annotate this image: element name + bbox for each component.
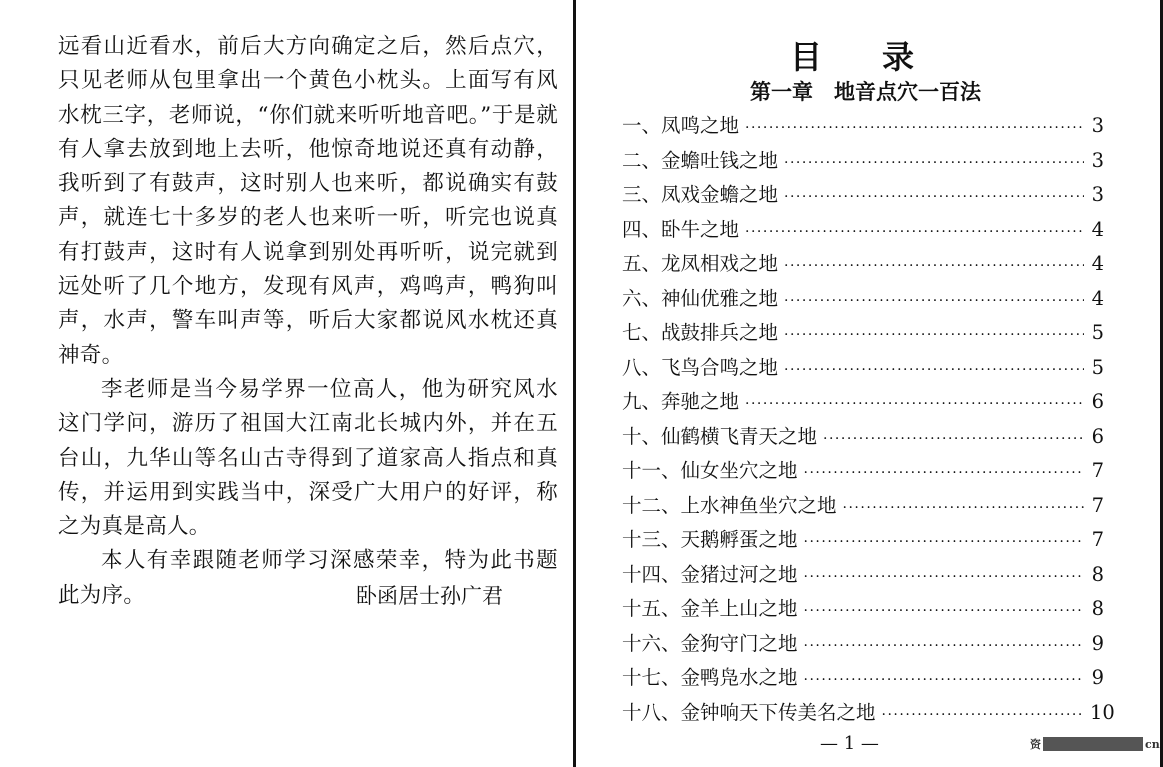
toc-entry-page: 3	[1091, 148, 1104, 172]
preface-page	[58, 30, 558, 613]
toc-leader-dots	[745, 224, 1084, 240]
toc-entry-label: 三、凤戏金蟾之地	[622, 183, 779, 206]
toc-entry-page: 10	[1090, 700, 1115, 724]
table-of-contents	[622, 110, 1115, 731]
toc-entry-page: 6	[1091, 424, 1104, 448]
toc-entry-label: 十五、金羊上山之地	[622, 597, 798, 620]
toc-leader-dots	[804, 569, 1084, 585]
toc-entry-page: 7	[1091, 528, 1104, 551]
preface-paragraph-3: 本人有幸跟随老师学习深感荣幸，特为此书题此为序。	[58, 548, 558, 608]
toc-leader-dots	[784, 362, 1084, 378]
toc-entry-label: 八、飞鸟合鸣之地	[622, 355, 779, 379]
toc-entry-page: 7	[1091, 459, 1104, 482]
toc-entry-page: 5	[1091, 355, 1104, 379]
toc-entry[interactable]	[622, 559, 1104, 594]
toc-entry[interactable]	[622, 317, 1104, 352]
toc-entry-label: 七、战鼓排兵之地	[622, 321, 779, 344]
toc-leader-dots	[804, 534, 1084, 550]
toc-leader-dots	[823, 431, 1084, 447]
toc-entry-page: 4	[1091, 286, 1104, 310]
chapter-heading: 第一章 地音点穴一百法	[750, 79, 981, 104]
toc-leader-dots	[804, 465, 1084, 481]
toc-entry[interactable]	[622, 110, 1104, 145]
toc-entry[interactable]	[622, 490, 1104, 525]
toc-entry[interactable]	[622, 386, 1104, 421]
toc-entry[interactable]	[622, 662, 1104, 697]
page-divider	[573, 0, 576, 767]
toc-entry[interactable]	[622, 179, 1104, 214]
toc-entry[interactable]	[622, 421, 1104, 456]
toc-leader-dots	[784, 258, 1084, 274]
toc-leader-dots	[882, 707, 1084, 723]
toc-entry[interactable]	[622, 145, 1104, 180]
toc-entry-page: 6	[1091, 390, 1104, 413]
toc-leader-dots	[843, 500, 1084, 516]
toc-entry-label: 六、神仙优雅之地	[622, 286, 779, 310]
toc-entry-page: 5	[1091, 321, 1104, 344]
toc-entry[interactable]	[622, 524, 1104, 559]
toc-entry-label: 十七、金鸭凫水之地	[622, 666, 798, 689]
toc-entry-page: 8	[1091, 597, 1104, 620]
toc-entry-page: 8	[1091, 562, 1104, 586]
toc-entry-label: 十六、金狗守门之地	[622, 631, 798, 655]
toc-entry-label: 十三、天鹅孵蛋之地	[622, 528, 798, 551]
toc-entry-page: 7	[1091, 493, 1104, 517]
toc-entry-page: 9	[1091, 666, 1104, 689]
watermark-prefix: 资	[1030, 738, 1041, 751]
toc-leader-dots	[745, 396, 1084, 412]
toc-entry-label: 二、金蟾吐钱之地	[622, 148, 779, 172]
toc-entry-label: 十一、仙女坐穴之地	[622, 459, 798, 482]
toc-entry[interactable]	[622, 697, 1115, 732]
signature: 卧函居士孙广君	[356, 584, 503, 608]
toc-entry-label: 十、仙鹤横飞青天之地	[622, 424, 818, 448]
page-number: — 1 —	[820, 733, 879, 754]
toc-entry[interactable]	[622, 593, 1104, 628]
preface-paragraph-2: 李老师是当今易学界一位高人，他为研究风水这门学问，游历了祖国大江南北长城内外，并在五台山，九华山等名山古寺得到了道家高人指点和真传，并运用到实践当中，深受广大用户的好评，称之为真是高人。	[58, 376, 558, 540]
toc-leader-dots	[804, 672, 1084, 688]
toc-entry-page: 4	[1091, 217, 1104, 241]
toc-entry-label: 十四、金猪过河之地	[622, 562, 798, 586]
toc-entry[interactable]	[622, 283, 1104, 318]
toc-entry-label: 九、奔驰之地	[622, 390, 740, 413]
toc-entry-page: 3	[1091, 114, 1104, 137]
toc-leader-dots	[804, 603, 1084, 619]
toc-entry-label: 五、龙凤相戏之地	[622, 252, 779, 275]
toc-entry-page: 9	[1091, 631, 1104, 655]
toc-entry-label: 十二、上水神鱼坐穴之地	[622, 493, 837, 517]
toc-entry-page: 3	[1091, 183, 1104, 206]
toc-entry-page: 4	[1091, 252, 1104, 275]
toc-entry[interactable]	[622, 455, 1104, 490]
toc-entry-label: 一、凤鸣之地	[622, 114, 740, 137]
toc-entry-label: 四、卧牛之地	[622, 217, 740, 241]
toc-entry[interactable]	[622, 352, 1104, 387]
toc-leader-dots	[804, 638, 1084, 654]
toc-entry-label: 十八、金钟响天下传美名之地	[622, 700, 876, 724]
watermark-suffix: cn	[1145, 737, 1160, 751]
toc-entry[interactable]	[622, 214, 1104, 249]
toc-leader-dots	[745, 120, 1084, 136]
toc-leader-dots	[784, 155, 1084, 171]
watermark	[1030, 736, 1160, 752]
watermark-redaction	[1043, 737, 1143, 751]
toc-entry[interactable]	[622, 628, 1104, 663]
toc-entry[interactable]	[622, 248, 1104, 283]
toc-title: 目录	[790, 38, 975, 76]
toc-leader-dots	[784, 293, 1084, 309]
preface-paragraph-1: 远看山近看水，前后大方向确定之后，然后点穴，只见老师从包里拿出一个黄色小枕头。上面写有风水枕三字，老师说，“你们就来听听地音吧。”于是就有人拿去放到地上去听，他惊奇地说还真有动静，我听到了有鼓声，这时别人也来听，都说确实有鼓声，就连七十多岁的老人也来听一听，听完也说真有打鼓声，这时有人说拿到别处再听听，说完就到远处听了几个地方，发现有风声，鸡鸣声，鸭狗叫声，水声，警车叫声等，听后大家都说风水枕还真神奇。	[58, 34, 558, 368]
toc-leader-dots	[784, 327, 1084, 343]
toc-leader-dots	[784, 189, 1084, 205]
